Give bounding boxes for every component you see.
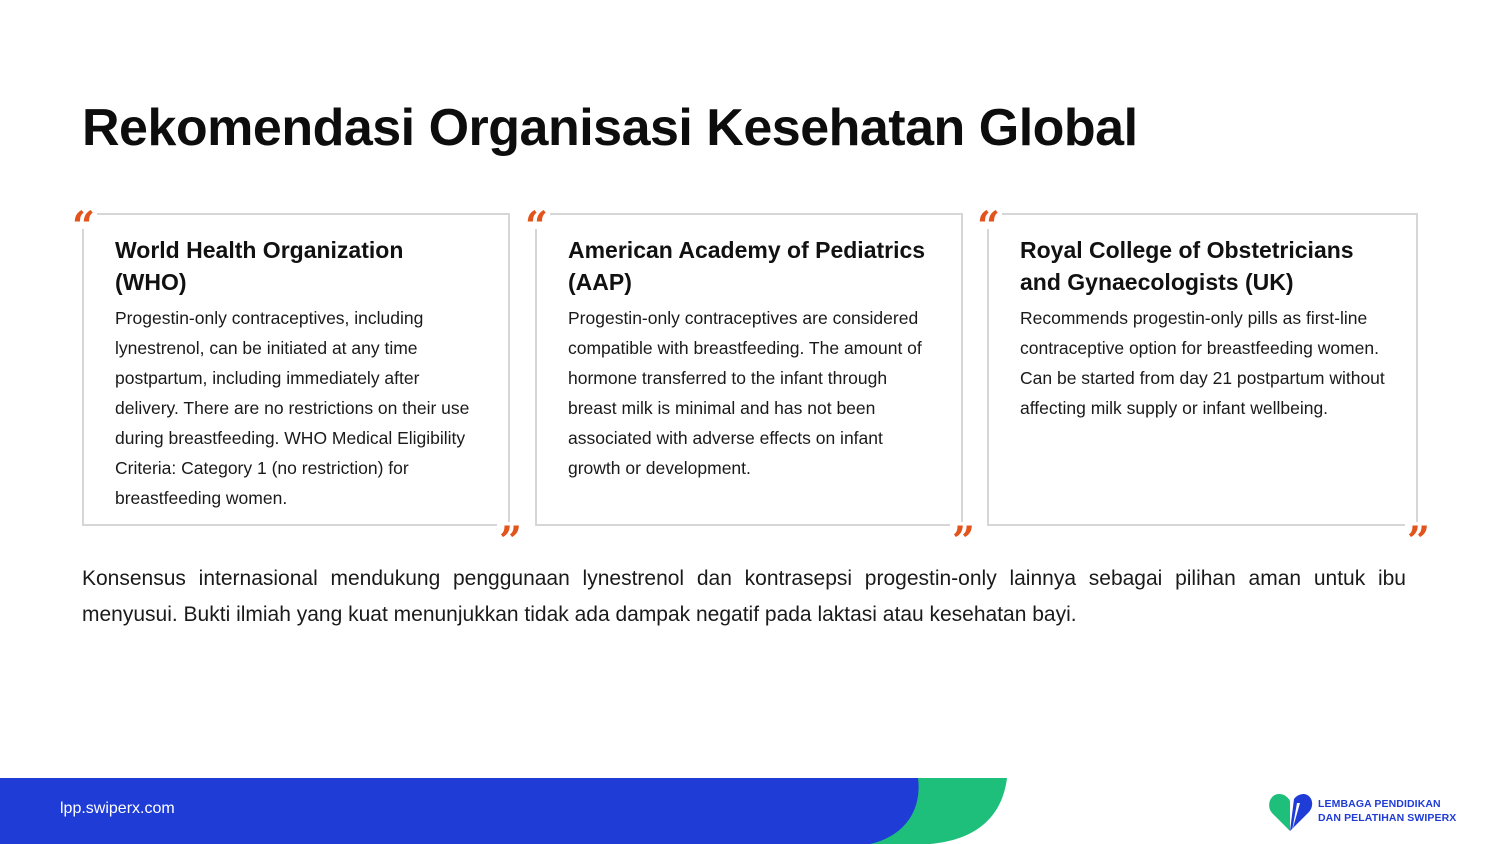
close-quote-icon: ”: [951, 518, 975, 565]
footer-url[interactable]: lpp.swiperx.com: [60, 800, 175, 817]
logo-text: [1318, 797, 1456, 825]
close-quote-icon: ”: [1406, 518, 1430, 565]
card-aap: [525, 203, 975, 565]
card-rcog: [977, 203, 1430, 565]
open-quote-icon: “: [977, 203, 1001, 250]
card-title: World Health Organization (WHO): [115, 237, 404, 295]
logo-line-1: LEMBAGA PENDIDIKAN: [1318, 798, 1441, 810]
card-body: Recommends progestin-only pills as first-line contraceptive option for breastfeeding women. Can be started from day 21 postpartum without affecting milk supply or infant wellbeing.: [1020, 308, 1385, 418]
footer: [0, 778, 1500, 844]
card-title: Royal College of Obstetricians and Gynaecologists (UK): [1020, 237, 1354, 295]
heart-logo-icon: [1268, 791, 1314, 833]
open-quote-icon: “: [525, 203, 549, 250]
close-quote-icon: ”: [498, 518, 522, 565]
logo-line-2: DAN PELATIHAN SWIPERX: [1318, 812, 1457, 824]
summary-text: Konsensus internasional mendukung penggunaan lynestrenol dan kontrasepsi progestin-only lainnya sebagai pilihan aman untuk ibu menyusui. Bukti ilmiah yang kuat menunjukkan tidak ada dampak negatif pada laktasi atau kesehatan bayi.: [82, 567, 1406, 626]
card-who: [72, 203, 522, 565]
card-body: Progestin-only contraceptives are considered compatible with breastfeeding. The amount of hormone transferred to the infant through breast milk is minimal and has not been associated with adverse effects on infant growth or development.: [568, 308, 922, 478]
card-body: Progestin-only contraceptives, including lynestrenol, can be initiated at any time postpartum, including immediately after delivery. There are no restrictions on their use during breastfeeding. WHO Medical Eligibility Criteria: Category 1 (no restriction) for breastfeeding women.: [115, 308, 470, 508]
open-quote-icon: “: [72, 203, 96, 250]
lpp-swiperx-logo: [1268, 791, 1478, 833]
slide-title: Rekomendasi Organisasi Kesehatan Global: [82, 99, 1138, 157]
card-title: American Academy of Pediatrics (AAP): [568, 237, 926, 295]
